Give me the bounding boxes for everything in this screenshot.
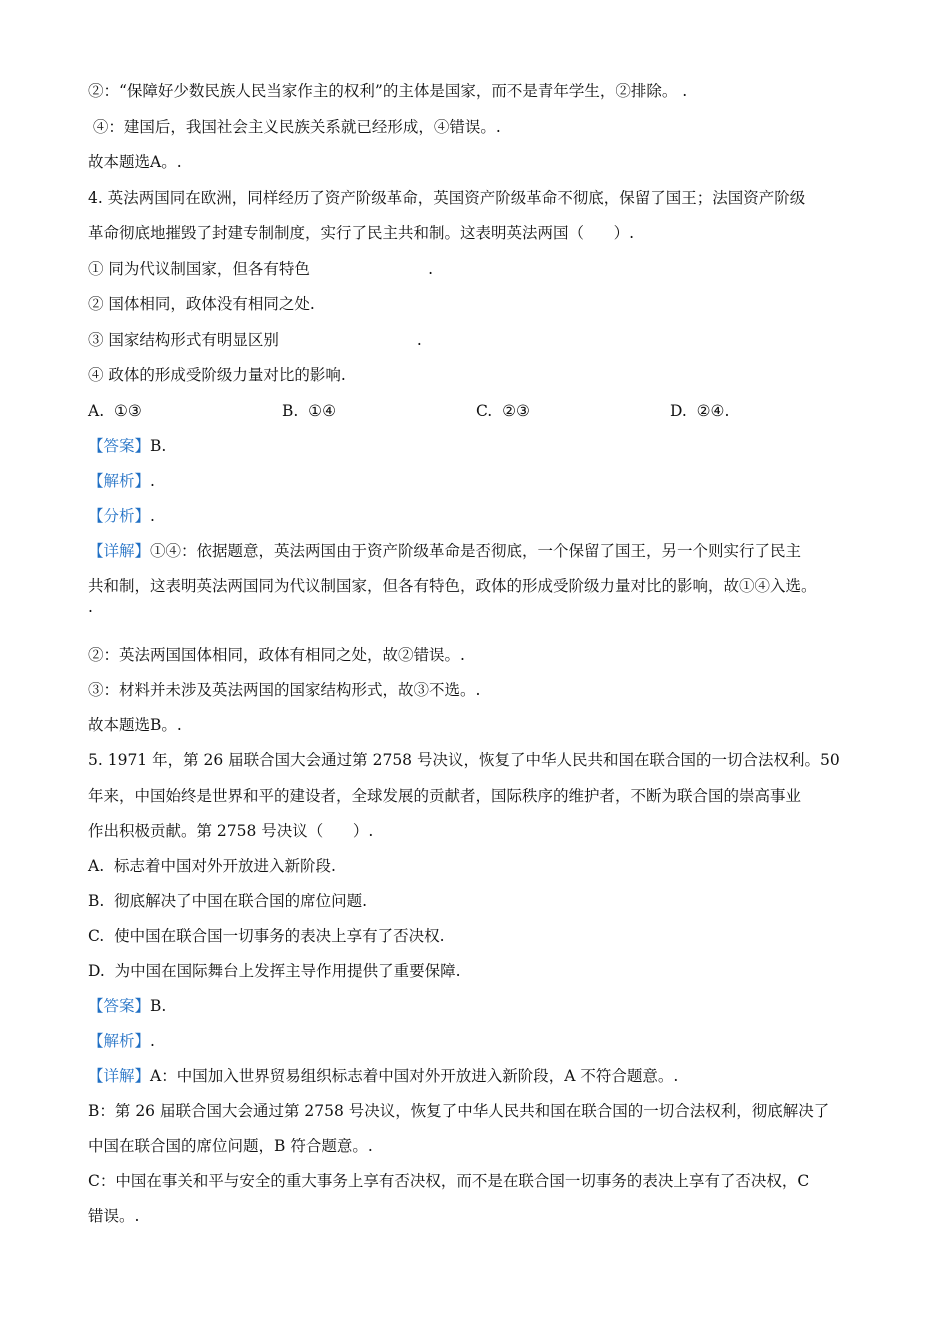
detail-line: 中国在联合国的席位问题，B 符合题意。. — [88, 1137, 373, 1155]
question-4-stem: 革命彻底地摧毁了封建专制制度，实行了民主共和制。这表明英法两国（ ）. — [88, 224, 634, 242]
detail-line: ②：英法两国国体相同，政体有相同之处，故②错误。. — [88, 646, 465, 664]
question-4-item: ④ 政体的形成受阶级力量对比的影响. — [88, 366, 346, 384]
text-line: ④：建国后，我国社会主义民族关系就已经形成，④错误。. — [88, 118, 501, 136]
detail-line: ③：材料并未涉及英法两国的国家结构形式，故③不选。. — [88, 681, 481, 699]
detail-line: . — [88, 598, 93, 616]
detail-line: C：中国在事关和平与安全的重大事务上享有否决权，而不是在联合国一切事务的表决上享有了否决权，C — [88, 1172, 810, 1190]
answer-line — [88, 435, 166, 457]
question-4-options — [88, 400, 848, 422]
detail-line: 【详解】A：中国加入世界贸易组织标志着中国对外开放进入新阶段，A 不符合题意。. — [88, 1067, 679, 1085]
option-a: A. 标志着中国对外开放进入新阶段. — [88, 857, 336, 875]
question-4-item: ② 国体相同，政体没有相同之处. — [88, 295, 315, 313]
answer-value: B. — [150, 437, 167, 455]
detail-line: 错误。. — [88, 1207, 140, 1225]
analysis-line: 【解析】. — [88, 472, 155, 490]
text-line: 故本题选A。. — [88, 153, 182, 171]
answer-line — [88, 995, 166, 1017]
option-b: B. 彻底解决了中国在联合国的席位问题. — [88, 892, 368, 910]
analysis-tag: 【解析】 — [88, 1032, 151, 1050]
text-line: ②：“保障好少数民族人民当家作主的权利”的主体是国家，而不是青年学生，②排除。 . — [88, 82, 688, 100]
detail-line: 共和制，这表明英法两国同为代议制国家，但各有特色，政体的形成受阶级力量对比的影响，故①④入选。 — [88, 577, 817, 595]
answer-tag: 【答案】 — [88, 997, 151, 1015]
detail-line: B：第 26 届联合国大会通过第 2758 号决议，恢复了中华人民共和国在联合国的一切合法权利，彻底解决了 — [88, 1102, 830, 1120]
question-4-item: ① 同为代议制国家，但各有特色 . — [88, 260, 434, 278]
analysis-line: 【解析】. — [88, 1032, 155, 1050]
detail-tag: 【详解】 — [88, 1067, 151, 1085]
fenxi-line: 【分析】. — [88, 507, 155, 525]
fenxi-tag: 【分析】 — [88, 507, 151, 525]
option-b: B. ①④ — [282, 402, 336, 420]
question-5-stem: 作出积极贡献。第 2758 号决议（ ）. — [88, 822, 374, 840]
option-d: D. ②④. — [670, 402, 730, 420]
option-c: C. ②③ — [476, 402, 530, 420]
option-a: A. ①③ — [88, 402, 142, 420]
question-5-stem: 5. 1971 年，第 26 届联合国大会通过第 2758 号决议，恢复了中华人民共和国在联合国的一切合法权利。50 — [88, 751, 840, 769]
question-5-stem: 年来，中国始终是世界和平的建设者，全球发展的贡献者，国际秩序的维护者，不断为联合国的崇高事业 — [88, 787, 802, 805]
detail-tag: 【详解】 — [88, 542, 151, 560]
answer-value: B. — [150, 997, 167, 1015]
question-4-item: ③ 国家结构形式有明显区别 . — [88, 331, 422, 349]
analysis-tag: 【解析】 — [88, 472, 151, 490]
option-d: D. 为中国在国际舞台上发挥主导作用提供了重要保障. — [88, 962, 461, 980]
answer-tag: 【答案】 — [88, 437, 151, 455]
detail-line: 【详解】①④：依据题意，英法两国由于资产阶级革命是否彻底，一个保留了国王，另一个则实行了民主 — [88, 542, 802, 560]
conclusion-line: 故本题选B。. — [88, 716, 182, 734]
option-c: C. 使中国在联合国一切事务的表决上享有了否决权. — [88, 927, 445, 945]
question-4-stem: 4. 英法两国同在欧洲，同样经历了资产阶级革命，英国资产阶级革命不彻底，保留了国王；法国资产阶级 — [88, 189, 806, 207]
